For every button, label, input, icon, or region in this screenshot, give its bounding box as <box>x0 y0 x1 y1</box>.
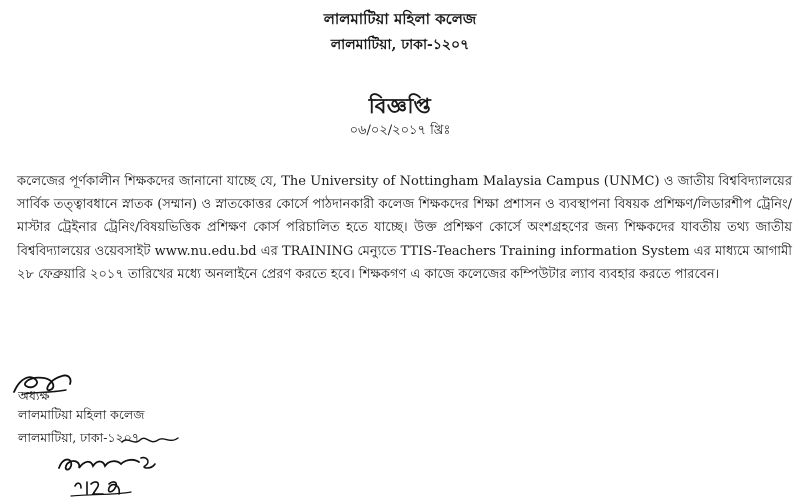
college-address: লালমাটিয়া, ঢাকা-১২০৭ <box>330 37 470 53</box>
college-name: লালমাটিয়া মহিলা কলেজ <box>323 10 477 28</box>
handwritten-initials-and-date <box>55 452 165 498</box>
notice-title: বিজ্ঞপ্তি <box>368 93 432 118</box>
notice-body: কলেজের পূর্ণকালীন শিক্ষকদের জানানো যাচ্ছে যে, The University of Nottingham Malaysia Campus (UNMC) ও জাতীয় বিশ্ববিদ্যালয়ের সার্বিক তত্ত্বাবধানে স্নাতক (সম্মান) ও স্নাতকোত্তর কোর্সে পাঠদানকারী কলেজ শিক্ষকদের শিক্ষা প্রশাসন ও ব্যবস্থাপনা বিষয়ক প্রশিক্ষণ/লিডারশীপ ট্রেনিং/মাস্টার ট্রেইনার ট্রেনিং/বিষয়ভিত্তিক প্রশিক্ষণ কোর্স পরিচালিত হতে যাচ্ছে। উক্ত প্রশিক্ষণ কোর্সে অংশগ্রহণের জন্য শিক্ষকদের যাবতীয় তথ্য জাতীয় বিশ্ববিদ্যালয়ের ওয়েবসাইট www.nu.edu.bd এর TRAINING মেন্যুতে TTIS-Teachers Training information System এর মাধ্যমে আগামী ২৮ ফেব্রুয়ারি ২০১৭ তারিখের মধ্যে অনলাইনে প্রেরণ করতে হবে। শিক্ষকগণ এ কাজে কলেজের কম্পিউটার ল্যাব ব্যবহার করতে পারবেন। <box>17 174 792 282</box>
signature-address: লালমাটিয়া, ঢাকা-১২০৭ <box>18 430 140 445</box>
signature-college-name: লালমাটিয়া মহিলা কলেজ <box>18 407 145 422</box>
handwritten-scribble <box>120 432 180 448</box>
notice-date: ০৬/০২/২০১৭ খ্রিঃ <box>349 123 451 138</box>
principal-title: অধ্যক্ষ <box>18 388 50 403</box>
